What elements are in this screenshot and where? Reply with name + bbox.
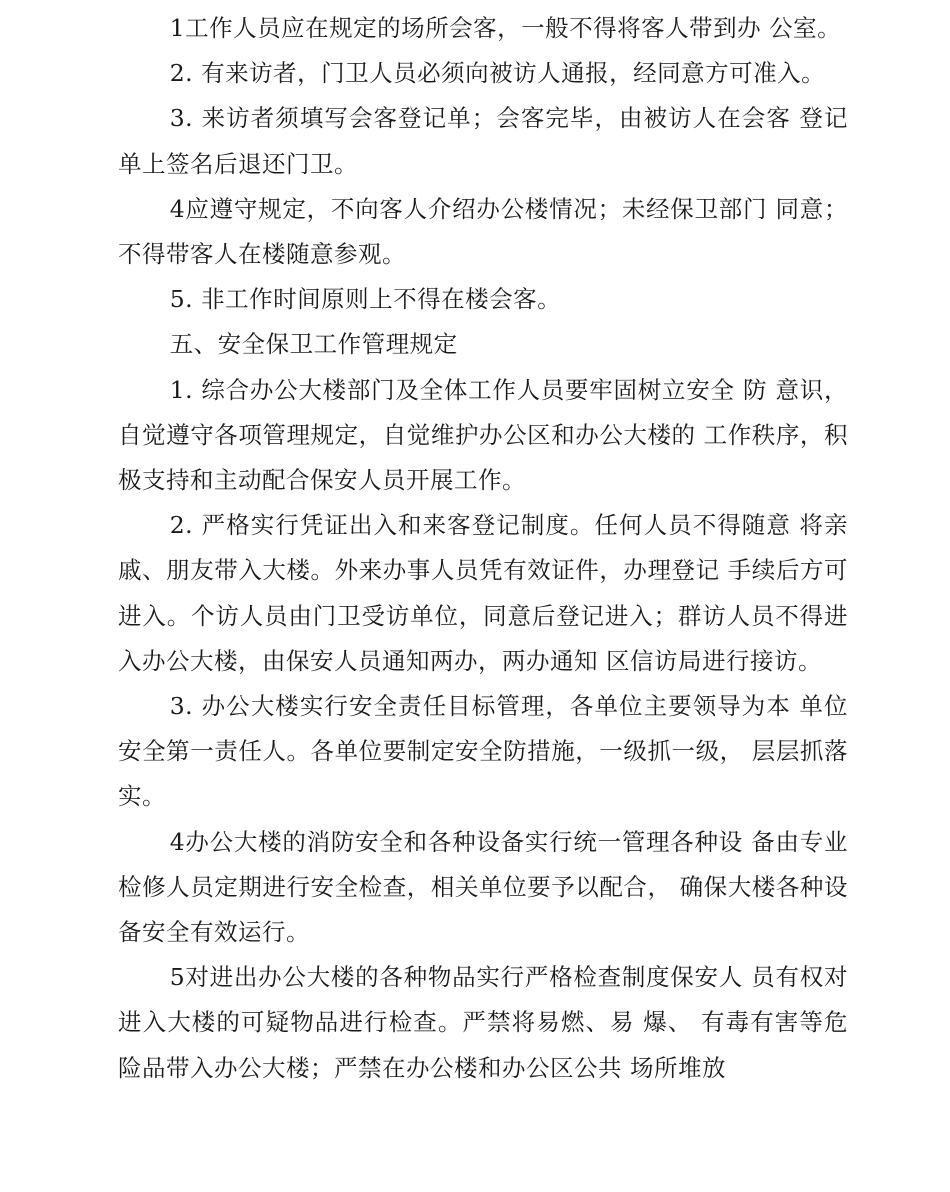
paragraph-responsibility: 3. 办公大楼实行安全责任目标管理，各单位主要领导为本 单位安全第一责任人。各单位要制定安全防措施，一级抓一级， 层层抓落实。 <box>118 692 848 811</box>
paragraph-reception-location: 1工作人员应在规定的场所会客，一般不得将客人带到办 公室。 <box>169 14 842 42</box>
paragraph-access-control: 2. 严格实行凭证出入和来客登记制度。任何人员不得随意 将亲戚、朋友带入大楼。外来办事人员凭有效证件，办理登记 手续后方可进入。个访人员由门卫受访单位，同意后登记进入；群访人员不得进入办公大楼，由保安人员通知两办，两办通知 区信访局进行接访。 <box>118 511 848 675</box>
paragraph-visitor-registration: 3. 来访者须填写会客登记单；会客完毕，由被访人在会客 登记单上签名后退还门卫。 <box>118 104 848 178</box>
section-heading-security: 五、安全保卫工作管理规定 <box>169 330 458 359</box>
paragraph-off-hours: 5. 非工作时间原则上不得在楼会客。 <box>169 285 562 314</box>
paragraph-visitor-conduct: 4应遵守规定，不向客人介绍办公楼情况；未经保卫部门 同意；不得带客人在楼随意参观。 <box>118 194 848 269</box>
paragraph-visitor-notification: 2. 有来访者，门卫人员必须向被访人通报，经同意方可准入。 <box>169 59 826 88</box>
paragraph-item-inspection: 5对进出办公大楼的各种物品实行严格检查制度保安人 员有权对进入大楼的可疑物品进行检查。严禁将易燃、易 爆、 有毒有害等危险品带入办公大楼；严禁在办公楼和办公区公共 场所堆放 <box>118 963 848 1082</box>
paragraph-security-awareness: 1. 综合办公大楼部门及全体工作人员要牢固树立安全 防 意识，自觉遵守各项管理规定，自觉维护办公区和办公大楼的 工作秩序，积极支持和主动配合保安人员开展工作。 <box>118 375 848 495</box>
document-body <box>118 6 848 1091</box>
paragraph-fire-safety: 4办公大楼的消防安全和各种设备实行统一管理各种设 备由专业检修人员定期进行安全检查，相关单位要予以配合， 确保大楼各种设备安全有效运行。 <box>118 827 848 947</box>
